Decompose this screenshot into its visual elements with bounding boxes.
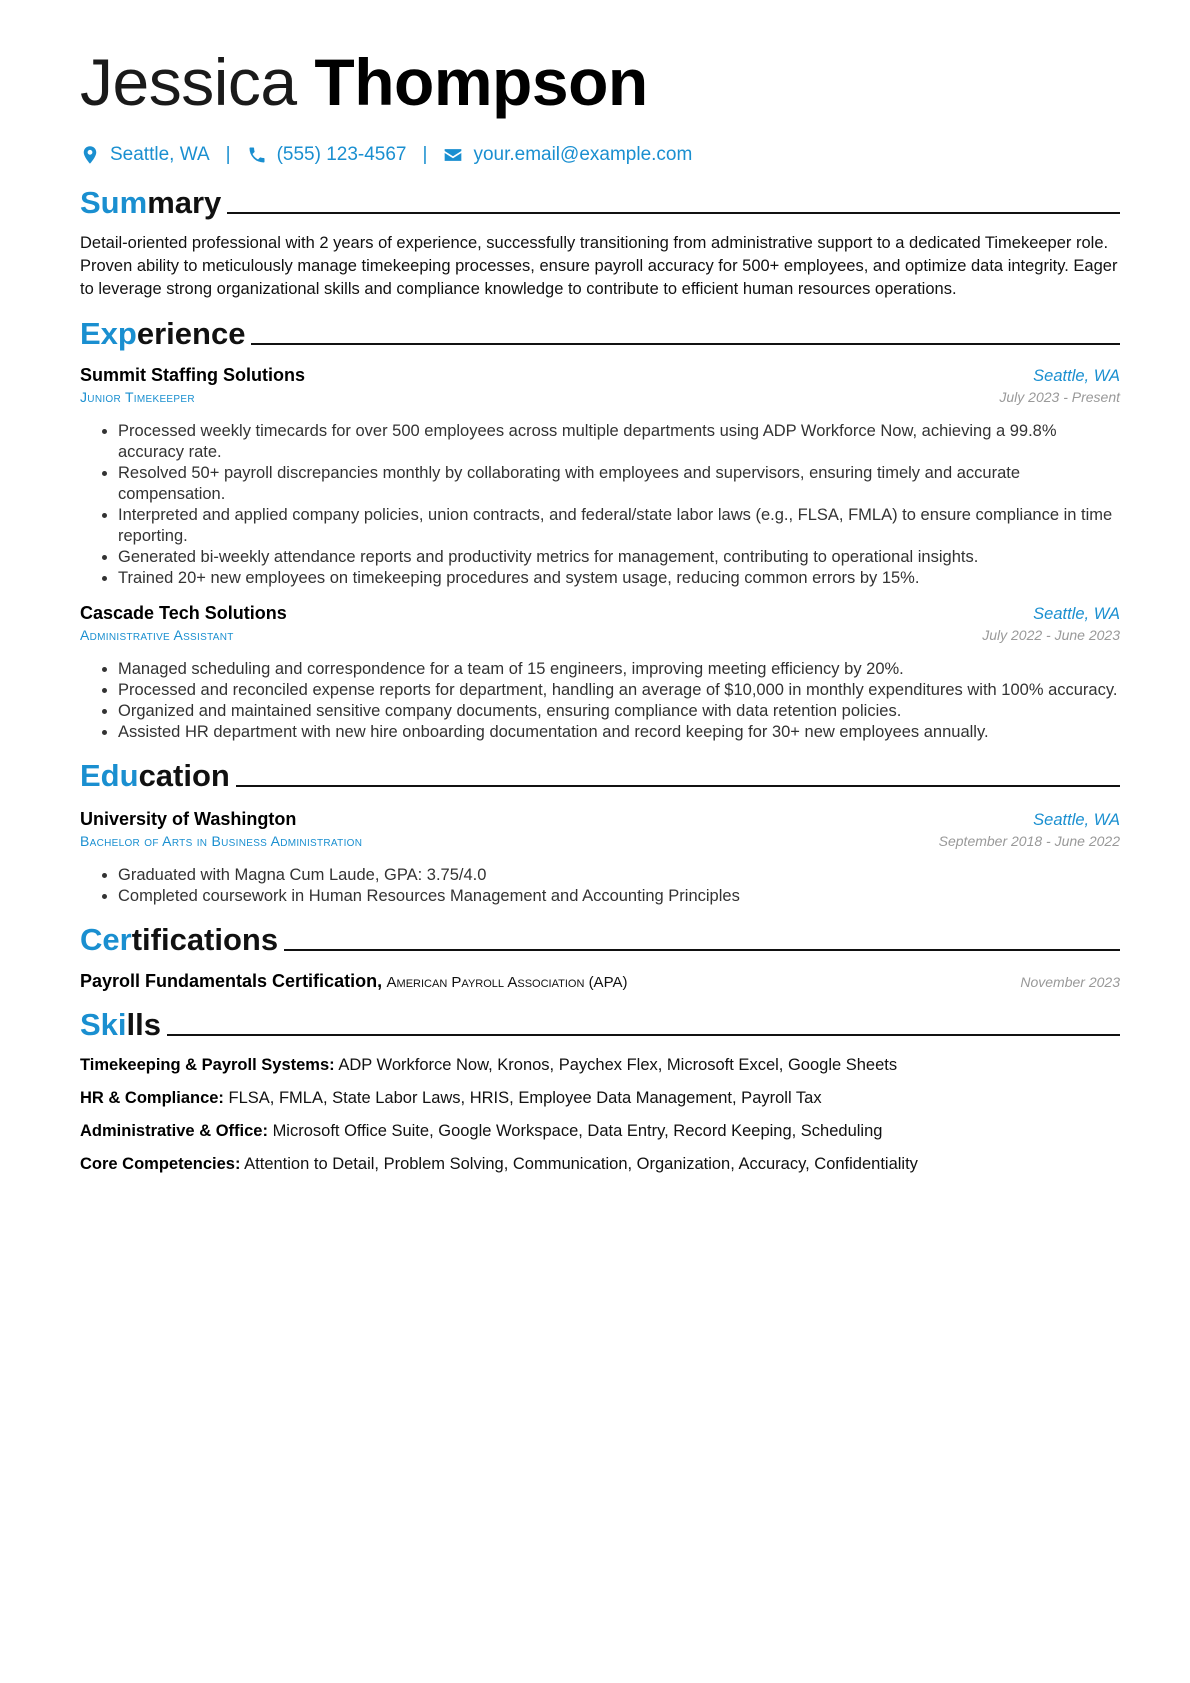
section-title: Summary	[80, 185, 222, 220]
certifications-section	[80, 921, 1120, 992]
contact-line	[80, 140, 1120, 170]
first-name: Jessica	[80, 45, 297, 119]
section-title: Experience	[80, 316, 246, 351]
resume-page	[80, 38, 1120, 1186]
bullet-item: • Graduated with Magna Cum Laude, GPA: 3.75/4.0	[118, 865, 1120, 886]
phone-icon	[247, 145, 267, 165]
job-dates: July 2023 - Present	[999, 389, 1120, 405]
section-divider	[227, 212, 1120, 214]
certification-name: Payroll Fundamentals Certification	[80, 971, 378, 991]
skills-list	[80, 1054, 1120, 1176]
job-location: Seattle, WA	[1033, 367, 1120, 385]
job-bullets	[80, 421, 1120, 589]
section-header	[80, 315, 1120, 353]
experience-list	[80, 365, 1120, 743]
skills-section	[80, 1006, 1120, 1176]
section-title: Certifications	[80, 922, 279, 957]
school-name: University of Washington	[80, 809, 297, 829]
company-name: Summit Staffing Solutions	[80, 365, 305, 385]
job-location: Seattle, WA	[1033, 605, 1120, 623]
school-location: Seattle, WA	[1033, 811, 1120, 829]
skill-row	[80, 1120, 1120, 1143]
email-link: your.email@example.com	[473, 144, 693, 165]
company-name: Cascade Tech Solutions	[80, 603, 287, 623]
section-divider	[167, 1034, 1120, 1036]
envelope-icon	[443, 145, 463, 165]
bullet-item: • Trained 20+ new employees on timekeeping procedures and system usage, reducing common errors by 15%.	[118, 568, 1120, 589]
candidate-name	[80, 38, 1120, 126]
certification-date: November 2023	[1020, 974, 1120, 990]
skill-items: FLSA, FMLA, State Labor Laws, HRIS, Employee Data Management, Payroll Tax	[228, 1089, 822, 1107]
section-header	[80, 757, 1120, 795]
bullet-item: • Generated bi-weekly attendance reports and productivity metrics for management, contributing to operational insights.	[118, 547, 1120, 568]
skill-row	[80, 1087, 1120, 1110]
bullet-item: • Completed coursework in Human Resources Management and Accounting Principles	[118, 886, 1120, 907]
section-divider	[236, 785, 1120, 787]
certification-entry: Payroll Fundamentals Certification, American Payroll Association (APA) November 2023	[80, 971, 1120, 991]
location-text: Seattle, WA	[110, 144, 210, 165]
email-item[interactable]	[443, 144, 692, 166]
job-bullets	[80, 659, 1120, 743]
location-item	[80, 144, 210, 166]
education-section	[80, 757, 1120, 907]
skill-row	[80, 1054, 1120, 1077]
education-dates: September 2018 - June 2022	[938, 833, 1120, 849]
phone-text: (555) 123-4567	[276, 144, 407, 165]
certification-issuer: American Payroll Association (APA)	[386, 974, 628, 991]
bullet-item: • Interpreted and applied company policies, union contracts, and federal/state labor laws (e.g., FLSA, FMLA) to ensure compliance in time reporting.	[118, 505, 1120, 547]
contact-separator: |	[225, 144, 231, 165]
education-entry	[80, 809, 1120, 907]
skill-category: Core Competencies:	[80, 1155, 241, 1173]
experience-entry	[80, 603, 1120, 743]
summary-section	[80, 184, 1120, 301]
bullet-item: • Processed and reconciled expense reports for department, handling an average of $10,000 in monthly expenditures with 100% accuracy.	[118, 680, 1120, 701]
skill-items: Attention to Detail, Problem Solving, Communication, Organization, Accuracy, Confidentiality	[244, 1155, 918, 1173]
education-bullets	[80, 865, 1120, 907]
bullet-item: • Organized and maintained sensitive company documents, ensuring compliance with data retention policies.	[118, 701, 1120, 722]
job-title: Administrative Assistant	[80, 627, 234, 643]
skill-category: Timekeeping & Payroll Systems:	[80, 1056, 335, 1074]
degree: Bachelor of Arts in Business Administration	[80, 833, 363, 849]
section-title: Education	[80, 758, 230, 793]
section-divider	[284, 949, 1120, 951]
job-title: Junior Timekeeper	[80, 389, 195, 405]
skill-category: Administrative & Office:	[80, 1122, 268, 1140]
section-header	[80, 921, 1120, 959]
contact-separator: |	[422, 144, 428, 165]
bullet-item: • Managed scheduling and correspondence for a team of 15 engineers, improving meeting efficiency by 20%.	[118, 659, 1120, 680]
skill-row	[80, 1153, 1120, 1176]
section-divider	[251, 343, 1120, 345]
bullet-item: • Assisted HR department with new hire onboarding documentation and record keeping for 30+ new employees annually.	[118, 722, 1120, 743]
skill-category: HR & Compliance:	[80, 1089, 224, 1107]
summary-text: Detail-oriented professional with 2 years of experience, successfully transitioning from administrative support to a dedicated Timekeeper role. Proven ability to meticulously manage timekeeping processes, ensure payroll accuracy for 500+ employees, and optimize data integrity. Eager to leverage strong organizational skills and compliance knowledge to contribute to efficient human resources operations.	[80, 234, 1118, 298]
section-title: Skills	[80, 1007, 161, 1042]
last-name: Thompson	[314, 45, 648, 119]
experience-entry	[80, 365, 1120, 589]
map-pin-icon	[80, 145, 100, 165]
job-dates: July 2022 - June 2023	[982, 627, 1120, 643]
skill-items: Microsoft Office Suite, Google Workspace, Data Entry, Record Keeping, Scheduling	[272, 1122, 883, 1140]
skill-items: ADP Workforce Now, Kronos, Paychex Flex, Microsoft Excel, Google Sheets	[338, 1056, 898, 1074]
bullet-item: • Processed weekly timecards for over 500 employees across multiple departments using ADP Workforce Now, achieving a 99.8% accuracy rate.	[118, 421, 1120, 463]
phone-item[interactable]	[247, 144, 407, 166]
experience-section	[80, 315, 1120, 743]
bullet-item: • Resolved 50+ payroll discrepancies monthly by collaborating with employees and supervisors, ensuring timely and accurate compensation.	[118, 463, 1120, 505]
section-header	[80, 184, 1120, 222]
section-header	[80, 1006, 1120, 1044]
